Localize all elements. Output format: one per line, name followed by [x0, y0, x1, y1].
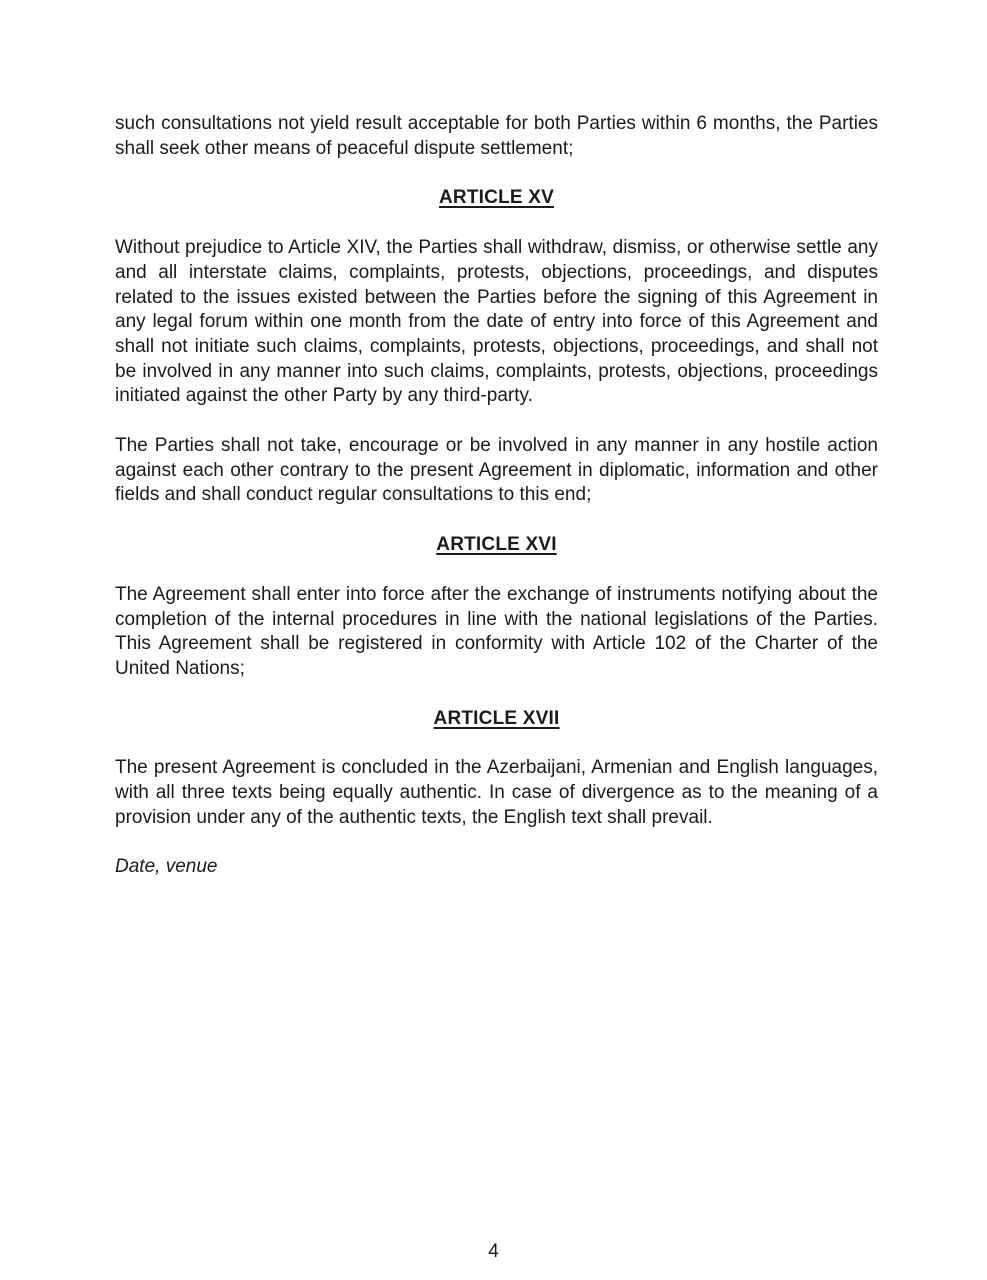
- article-xv-paragraph-1: Without prejudice to Article XIV, the Parties shall withdraw, dismiss, or otherwise settle any and all interstate claims, complaints, protests, objections, proceedings, and disputes related to the issues existed between the Parties before the signing of this Agreement in any legal forum within one month from the date of entry into force of this Agreement and shall not initiate such claims, complaints, protests, objections, proceedings, and shall not be involved in any manner into such claims, complaints, protests, objections, proceedings initiated against the other Party by any third-party.: [115, 237, 878, 407]
- document-body: [115, 112, 878, 880]
- article-xvi-heading: ARTICLE XVI: [436, 534, 557, 556]
- article-xvi-paragraph-1: The Agreement shall enter into force after the exchange of instruments notifying about the completion of the internal procedures in line with the national legislations of the Parties. This Agreement shall be registered in conformity with Article 102 of the Charter of the United Nations;: [115, 583, 878, 679]
- article-xv-paragraph-2: The Parties shall not take, encourage or be involved in any manner in any hostile action against each other contrary to the present Agreement in diplomatic, information and other fields and shall conduct regular consultations to this end;: [115, 435, 878, 506]
- article-xv-heading: ARTICLE XV: [439, 187, 554, 209]
- article-xvii-heading: ARTICLE XVII: [433, 707, 560, 729]
- date-venue-placeholder: Date, venue: [115, 856, 218, 878]
- paragraph-continuation: such consultations not yield result acceptable for both Parties within 6 months, the Parties shall seek other means of peaceful dispute settlement;: [115, 113, 878, 159]
- article-xvii-paragraph-1: The present Agreement is concluded in the Azerbaijani, Armenian and English languages, with all three texts being equally authentic. In case of divergence as to the meaning of a provision under any of the authentic texts, the English text shall prevail.: [115, 757, 878, 828]
- page-number: 4: [488, 1241, 499, 1262]
